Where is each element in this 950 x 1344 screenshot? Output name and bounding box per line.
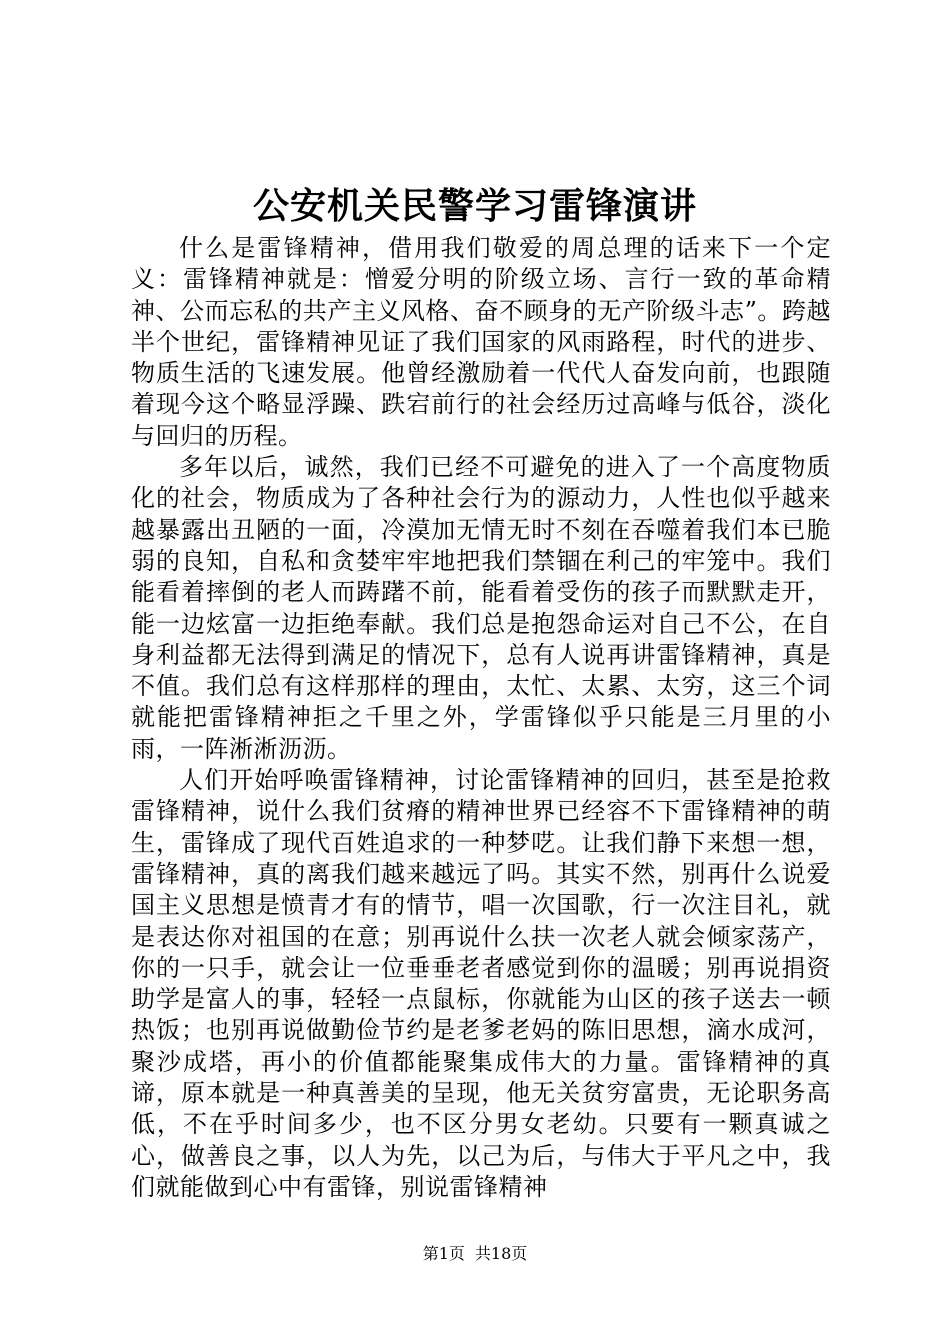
- page-total: 共18页: [474, 1244, 528, 1263]
- page-number: 第1页: [422, 1244, 465, 1263]
- document-body: [131, 233, 831, 1203]
- paragraph-2: 多年以后，诚然，我们已经不可避免的进入了一个高度物质化的社会，物质成为了各种社会行为的源动力，人性也似乎越来越暴露出丑陋的一面，冷漠加无情无时不刻在吞噬着我们本已脆弱的良知，自私和贪婪牢牢地把我们禁锢在利己的牢笼中。我们能看着摔倒的老人而踌躇不前，能看着受伤的孩子而默默走开，能一边炫富一边拒绝奉献。我们总是抱怨命运对自己不公，在自身利益都无法得到满足的情况下，总有人说再讲雷锋精神，真是不值。我们总有这样那样的理由，太忙、太累、太穷，这三个词就能把雷锋精神拒之千里之外，学雷锋似乎只能是三月里的小雨，一阵淅淅沥沥。: [131, 453, 831, 763]
- page-footer: [0, 1244, 950, 1264]
- paragraph-3: 人们开始呼唤雷锋精神，讨论雷锋精神的回归，甚至是抢救雷锋精神，说什么我们贫瘠的精神世界已经容不下雷锋精神的萌生，雷锋成了现代百姓追求的一种梦呓。让我们静下来想一想，雷锋精神，真的离我们越来越远了吗。其实不然，别再什么说爱国主义思想是愤青才有的情节，唱一次国歌，行一次注目礼，就是表达你对祖国的在意；别再说什么扶一次老人就会倾家荡产，你的一只手，就会让一位垂垂老者感觉到你的温暖；别再说捐资助学是富人的事，轻轻一点鼠标，你就能为山区的孩子送去一顿热饭；也别再说做勤俭节约是老爹老妈的陈旧思想，滴水成河，聚沙成塔，再小的价值都能聚集成伟大的力量。雷锋精神的真谛，原本就是一种真善美的呈现，他无关贫穷富贵，无论职务高低，不在乎时间多少，也不区分男女老幼。只要有一颗真诚之心，做善良之事，以人为先，以己为后，与伟大于平凡之中，我们就能做到心中有雷锋，别说雷锋精神: [131, 766, 831, 1201]
- document-title: 公安机关民警学习雷锋演讲: [252, 185, 697, 227]
- paragraph-1: 什么是雷锋精神，借用我们敬爱的周总理的话来下一个定义：雷锋精神就是：憎爱分明的阶级立场、言行一致的革命精神、公而忘私的共产主义风格、奋不顾身的无产阶级斗志”。跨越半个世纪，雷锋精神见证了我们国家的风雨路程，时代的进步、物质生活的飞速发展。他曾经激励着一代代人奋发向前，也跟随着现今这个略显浮躁、跌宕前行的社会经历过高峰与低谷，淡化与回归的历程。: [131, 234, 831, 450]
